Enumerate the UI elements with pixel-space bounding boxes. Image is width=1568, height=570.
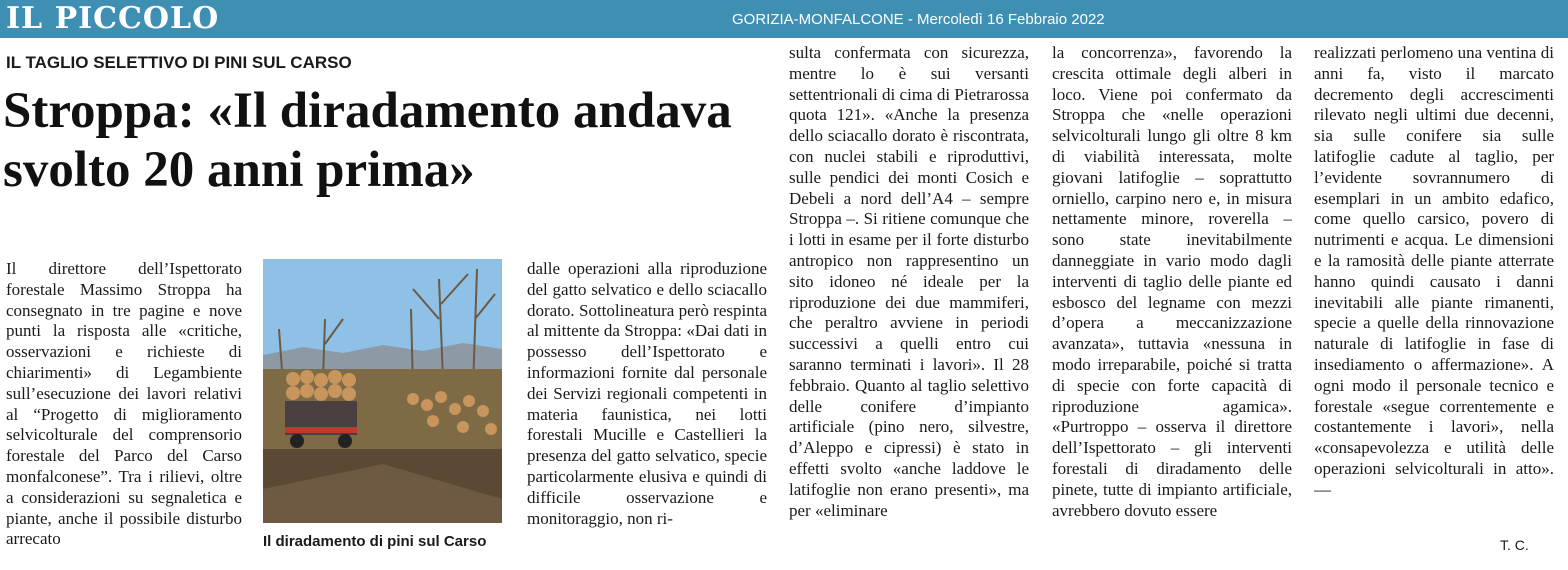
- article-column-4: la concorrenza», favorendo la crescita ottimale degli alberi in loco. Viene poi confermato da Stroppa che «nelle operazioni selvicolturali lungo gli oltre 8 km di viabilità interessata, molte giovani latifoglie – soprattutto orniello, carpino nero e, in misura nettamente minore, roverella – sono state inevitabilmente danneggiate in vario modo dagli interventi di taglio delle piante ed esbosco del legname con mezzi d’opera a meccanizzazione avanzata», tuttavia «nessuna in modo irreparabile, poiché si tratta di specie con forte capacità di riproduzione agamica». «Purtroppo – osserva il direttore dell’Ispettorato – gli interventi forestali di diradamento delle pinete, tutte di impianto artificiale, avrebbero dovuto essere: [1052, 43, 1292, 520]
- edition-dateline: GORIZIA-MONFALCONE - Mercoledì 16 Febbraio 2022: [732, 11, 1105, 28]
- photo-caption: Il diradamento di pini sul Carso: [263, 533, 487, 550]
- forest-truck-illustration: [263, 259, 502, 523]
- article-column-2: dalle operazioni alla riproduzione del gatto selvatico e dello sciacallo dorato. Sottolineatura però respinta al mittente da Stroppa: «Dai dati in possesso dell’Ispettorato e informazioni fornite dal personale dei Servizi regionali competenti in materia faunistica, nei lotti forestali Mucille e Castellieri la presenza del gatto selvatico, specie particolarmente elusiva e quindi di difficile osservazione e monitoraggio, non ri-: [527, 259, 767, 528]
- article-photo: [263, 259, 502, 523]
- masthead-bar: [0, 0, 1568, 38]
- article-kicker: IL TAGLIO SELETTIVO DI PINI SUL CARSO: [6, 53, 352, 72]
- author-signature: T. C.: [1500, 537, 1529, 553]
- newspaper-masthead: IL PICCOLO: [6, 1, 220, 36]
- article-headline: Stroppa: «Il diradamento andava svolto 20 anni prima»: [3, 83, 732, 198]
- article-column-1: Il direttore dell’Ispettorato forestale Massimo Stroppa ha consegnato in tre pagine e nove punti la risposta alle «critiche, osservazioni e richieste di chiarimenti» di Legambiente sull’esecuzione dei lavori relativi al “Progetto di miglioramento selvicolturale del comprensorio forestale del Parco del Carso monfalconese”. Tra i rilievi, oltre a considerazioni su segnaletica e piante, anche il possibile disturbo arrecato: [6, 259, 242, 549]
- article-column-3: sulta confermata con sicurezza, mentre lo è sui versanti settentrionali di cima di Pietrarossa quota 121». «Anche la presenza dello sciacallo dorato è riscontrata, con nuclei stabili e riproduttivi, sulle pendici dei monti Cosich e Debeli a nord dell’A4 – sempre Stroppa –. Si ritiene comunque che i lotti in esame per il forte disturbo antropico non rappresentino un sito idoneo né ideale per la riproduzione dei due mammiferi, che peraltro avviene in periodi successivi a quelli entro cui saranno terminati i lavori». Il 28 febbraio. Quanto al taglio selettivo delle conifere d’impianto artificiale (pino nero, silvestre, d’Aleppo e cipressi) è stato in effetti svolto «anche laddove le latifoglie non erano presenti», ma per «eliminare: [789, 43, 1029, 520]
- article-column-5: realizzati perlomeno una ventina di anni fa, visto il marcato decremento degli accrescimenti rilevato negli ultimi due decenni, sia sulle conifere sia sulle latifoglie cadute al taglio, per l’evidente sovrannumero di esemplari in un ambito edafico, come quello carsico, povero di nutrimenti e acqua. Le dimensioni e la ramosità delle piante atterrate hanno quindi causato i danni inevitabili alle piante rimanenti, specie a quelle della rinnovazione naturale di latifoglie in fase di insediamento o affermazione». A ogni modo il personale tecnico e forestale «segue correntemente e costantemente i lavori», nella «consapevolezza e utilità delle operazioni selvicolturali in atto». —: [1314, 43, 1554, 499]
